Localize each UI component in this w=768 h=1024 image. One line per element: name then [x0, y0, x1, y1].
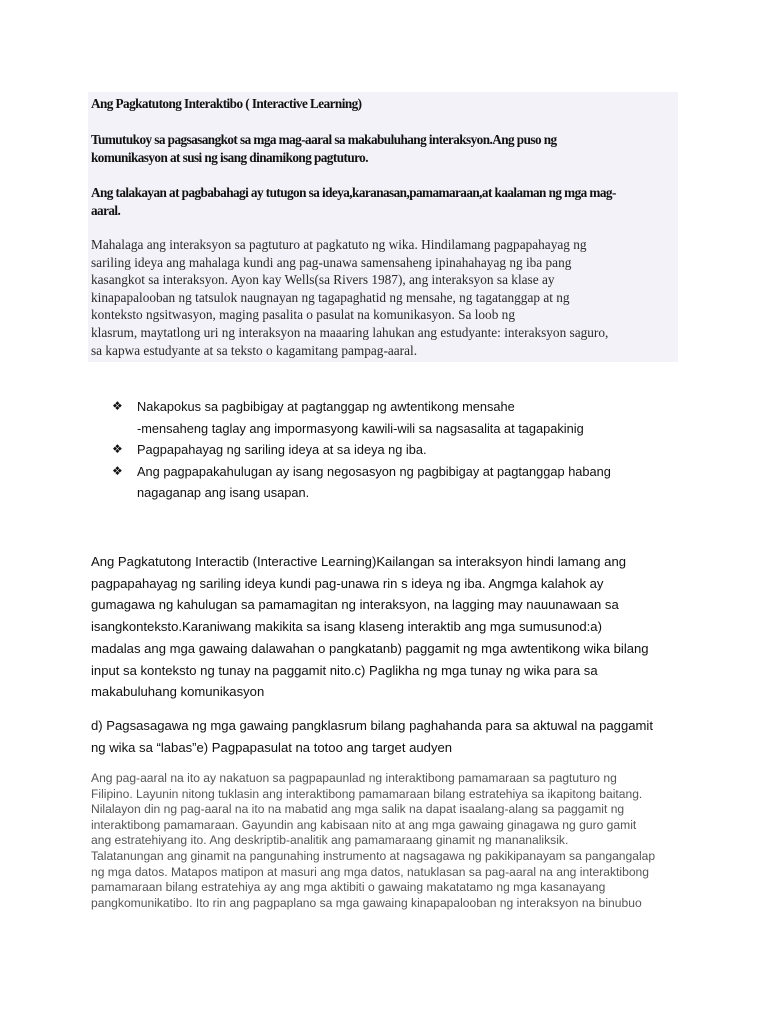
text-line: ng wika sa “labas”e) Pagpapasulat na totoo ang target audyen — [91, 739, 453, 755]
activities-paragraph — [91, 715, 681, 758]
text-line: kasangkot sa interaksyon. Ayon kay Wells(sa Rivers 1987), ang interaksyon sa klase ay — [91, 272, 555, 288]
text-line: Talatanungan ang ginamit na pangunahing instrumento at nagsagawa ng pakikipanayam sa pangangalap — [91, 848, 656, 863]
list-item-text: Nakapokus sa pagbibigay at pagtanggap ng awtentikong mensahe — [137, 399, 515, 414]
diamond-bullet-icon: ❖ — [112, 463, 123, 478]
section-title: Ang Pagkatutong Interaktibo ( Interactive Learning) — [91, 96, 362, 111]
text-line: d) Pagsasagawa ng mga gawaing pangklasrum bilang paghahanda para sa aktuwal na paggamit — [91, 718, 653, 733]
text-line: makabuluhang komunikasyon — [91, 684, 265, 700]
text-line: Filipino. Layunin nitong tuklasin ang interaktibong pamamaraan bilang estratehiya sa ikapitong baitang. — [91, 786, 643, 801]
text-line: Ang talakayan at pagbabahagi ay tutugon sa ideya,karanasan,pamamaraan,at kaalaman ng mga mag- — [91, 185, 616, 200]
text-line: kinapapalooban ng tatsulok naugnayan ng tagapaghatid ng mensahe, ng tagatanggap at ng — [91, 289, 570, 305]
interactive-learning-paragraph — [91, 551, 681, 703]
interaction-paragraph — [91, 236, 681, 359]
text-line: isangkonteksto.Karaniwang makikita sa isang klaseng interaktib ang mga sumusunod:a) — [91, 619, 602, 635]
list-item — [112, 461, 672, 483]
abstract-paragraph — [91, 771, 691, 911]
diamond-bullet-icon: ❖ — [112, 399, 123, 413]
text-line: Ang pag-aaral na ito ay nakatuon sa pagpapaunlad ng interaktibong pamamaraan sa pagtuturo ng — [91, 771, 617, 785]
list-item-text: Ang pagpapakahulugan ay isang negosasyon ng pagbibigay at pagtanggap habang — [137, 463, 611, 479]
text-line: aaral. — [91, 203, 121, 218]
text-line: Ang Pagkatutong Interactib (Interactive Learning)Kailangan sa interaksyon hindi lamang ang — [91, 554, 627, 569]
text-line: pagpapahayag ng sariling ideya kundi pag-unawa rin s ideya ng iba. Angmga kalahok ay — [91, 575, 604, 591]
text-line: Nilalayon din ng pag-aaral na ito na mabatid ang mga salik na dapat isaalang-alang sa paggamit ng — [91, 802, 625, 817]
text-line: Mahalaga ang interaksyon sa pagtuturo at pagkatuto ng wika. Hindilamang pagpapahayag ng — [91, 237, 587, 252]
definition-paragraph — [91, 131, 671, 167]
bullet-list — [112, 396, 672, 504]
list-item-text: Pagpapahayag ng sariling ideya at sa ideya ng iba. — [137, 442, 427, 457]
text-line: Tumutukoy sa pagsasangkot sa mga mag-aaral sa makabuluhang interaksyon.Ang puso ng — [91, 132, 557, 147]
list-item-text: -mensaheng taglay ang impormasyong kawili-wili sa nagsasalita at tagapakinig — [137, 420, 584, 436]
text-line: madalas ang mga gawaing dalawahan o pangkatanb) paggamit ng mga awtentikong wika bilang — [91, 640, 649, 656]
text-line: input sa konteksto ng tunay na paggamit nito.c) Paglikha ng mga tunay ng wika para sa — [91, 662, 598, 678]
text-line: klasrum, maytatlong uri ng interaksyon na maaaring lahukan ang estudyante: interaksyon saguro, — [91, 324, 609, 340]
text-line: pangkomunikatibo. Ito rin ang pagpaplano sa mga gawaing kinapapalooban ng interaksyon na binubuo — [91, 895, 642, 910]
text-line: sariling ideya ang mahalaga kundi ang pag-unawa samensaheng ipinahahayag ng iba pang — [91, 254, 572, 270]
text-line: ang estratehiyang ito. Ang deskriptib-analitik ang pamamaraang ginamit ng mananaliksik. — [91, 833, 569, 848]
text-line: komunikasyon at susi ng isang dinamikong pagtuturo. — [91, 150, 368, 165]
list-item-continuation — [112, 482, 672, 504]
text-line: konteksto ngsitwasyon, maging pasalita o pasulat na komunikasyon. Sa loob ng — [91, 307, 515, 323]
discussion-paragraph — [91, 184, 671, 220]
list-item-text: nagaganap ang isang usapan. — [137, 485, 310, 500]
text-line: sa kapwa estudyante at sa teksto o kagamitang pampag-aaral. — [91, 342, 418, 358]
text-line: interaktibong pamamaraan. Gayundin ang kabisaan nito at ang mga gawaing ginagawa ng guro gamit — [91, 817, 637, 832]
diamond-bullet-icon: ❖ — [112, 442, 123, 456]
list-item-continuation — [112, 418, 672, 440]
list-item — [112, 396, 672, 418]
text-line: gumagawa ng kahulugan sa pamamagitan ng interaksyon, na lagging may nauunawaan sa — [91, 597, 619, 613]
text-line: pamamaraan bilang estratehiya ay ang mga aktibiti o gawaing makatatamo ng mga kasanayang — [91, 880, 606, 895]
list-item — [112, 439, 672, 461]
text-line: ng mga datos. Matapos matipon at masuri ang mga datos, natuklasan sa pag-aaral na ang interaktibong — [91, 864, 650, 879]
